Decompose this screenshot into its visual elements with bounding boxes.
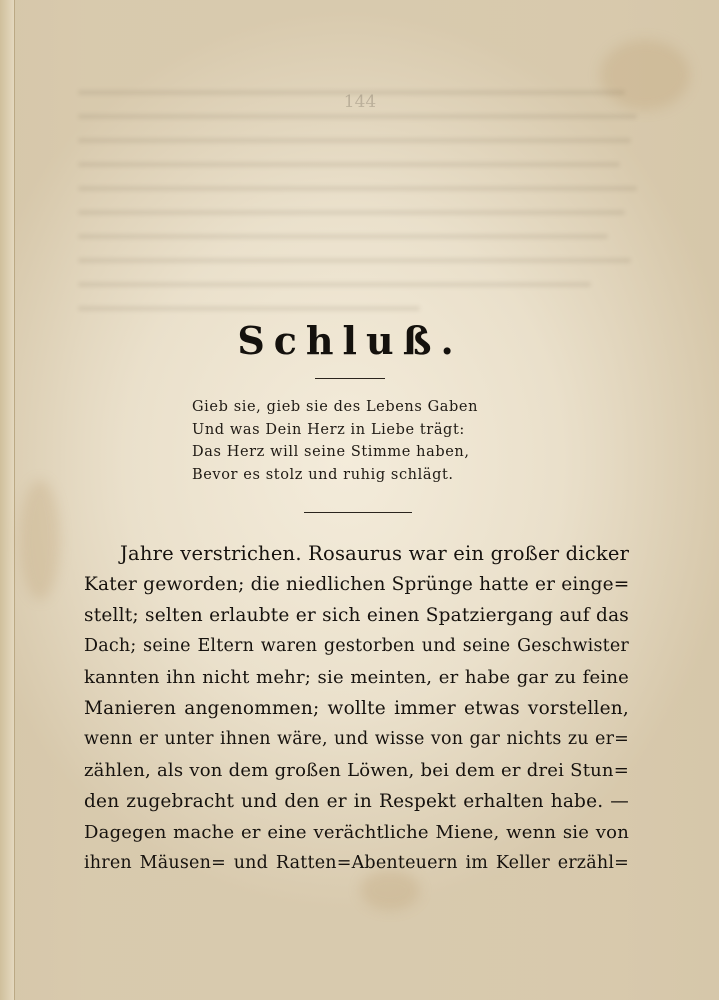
text-line: Manieren angenommen; wollte immer etwas vorstellen,	[84, 698, 629, 719]
text-line: Dagegen mache er eine verächtliche Miene, wenn sie von	[84, 822, 629, 843]
page-number: 144	[343, 92, 377, 112]
epigraph	[192, 396, 512, 486]
epigraph-line: Das Herz will seine Stimme haben,	[192, 444, 470, 460]
text-line: den zugebracht und den er in Respekt erhalten habe. —	[84, 791, 629, 812]
chapter-title: Schluß.	[237, 318, 463, 363]
text-line: kannten ihn nicht mehr; sie meinten, er habe gar zu feine	[84, 667, 629, 688]
divider-rule-bottom	[304, 512, 412, 513]
text-line: Dach; seine Eltern waren gestorben und seine Geschwister	[84, 636, 629, 656]
text-line: stellt; selten erlaubte er sich einen Spatziergang auf das	[84, 605, 629, 626]
text-line: wenn er unter ihnen wäre, und wisse von gar nichts zu er=	[84, 729, 629, 749]
epigraph-line: Und was Dein Herz in Liebe trägt:	[192, 421, 465, 438]
text-line: zählen, als von dem großen Löwen, bei dem er drei Stun=	[84, 760, 629, 781]
age-stain	[20, 480, 60, 600]
epigraph-line: Bevor es stolz und ruhig schlägt.	[192, 466, 454, 483]
text-line: Kater geworden; die niedlichen Sprünge hatte er einge=	[84, 574, 630, 595]
epigraph-line: Gieb sie, gieb sie des Lebens Gaben	[192, 399, 479, 415]
text-line: Jahre verstrichen. Rosaurus war ein großer dicker	[120, 542, 630, 565]
torn-page-edge	[0, 0, 15, 1000]
body-paragraph	[84, 538, 629, 879]
text-line: ihren Mäusen= und Ratten=Abenteuern im Keller erzähl=	[84, 853, 629, 873]
divider-rule-top	[315, 378, 385, 379]
